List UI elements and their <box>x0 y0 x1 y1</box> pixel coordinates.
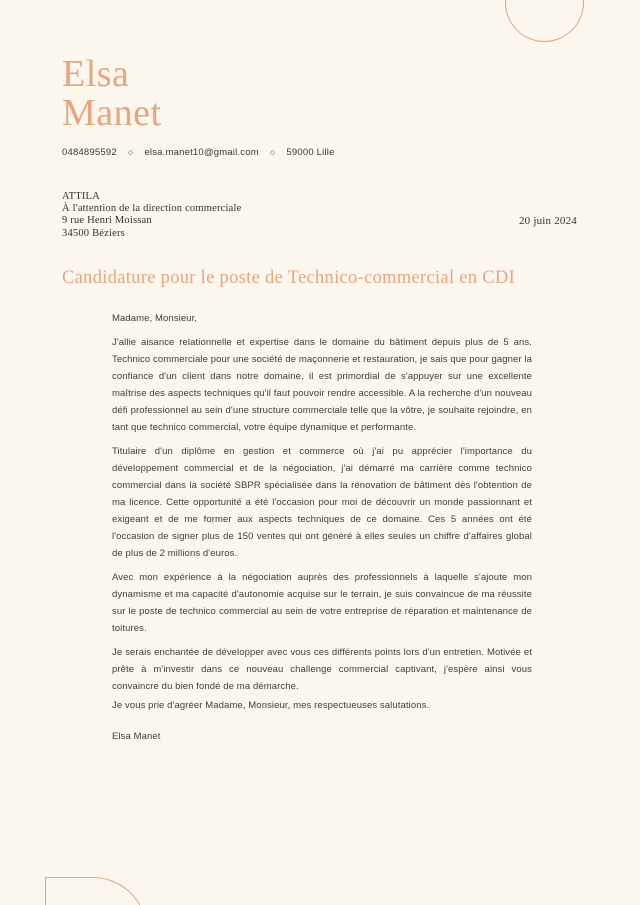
diamond-separator-icon: ◇ <box>127 149 134 156</box>
body-paragraph: Je serais enchantée de développer avec vous ces différents points lors d'un entretien. Motivée et prête à m'investir dans ce nouveau challenge commercial captivant, j'espère ainsi vous convaincre du bien fondé de ma démarche. <box>112 647 532 692</box>
letter-subject: Candidature pour le poste de Technico-commercial en CDI <box>62 268 516 288</box>
decorative-circle <box>505 0 584 42</box>
body-paragraph: J'allie aisance relationnelle et expertise dans le domaine du bâtiment depuis plus de 5 ans. Technico commerciale pour une société de maçonnerie et restauration, je sais que pour gagner la confiance d'un client dans notre domaine, il est primordial de s'appuyer sur une excellente maîtrise des aspects techniques qu'il faut pouvoir rendre accessible. A la recherche d'un nouveau défi professionnel au sein d'une structure commerciale telle que la vôtre, je souhaite rejoindre, en tant que technico commercial, votre équipe dynamique et performante. <box>112 337 532 433</box>
sender-location: 59000 Lille <box>286 147 335 158</box>
sender-last-name: Manet <box>62 92 162 134</box>
decorative-arch <box>45 877 147 905</box>
recipient-block <box>62 191 241 240</box>
phone-number: 0484895592 <box>62 147 117 158</box>
letter-body <box>112 310 532 745</box>
sender-name <box>62 55 162 133</box>
diamond-separator-icon: ◇ <box>269 149 276 156</box>
recipient-attention-line: À l'attention de la direction commerciale <box>62 203 242 215</box>
salutation: Madame, Monsieur, <box>112 313 198 324</box>
recipient-street: 9 rue Henri Moissan <box>62 215 152 227</box>
recipient-city: 34500 Béziers <box>62 227 125 239</box>
contact-line <box>62 147 335 158</box>
email-address: elsa.manet10@gmail.com <box>144 147 259 158</box>
closing-line: Je vous prie d'agréer Madame, Monsieur, mes respectueuses salutations. <box>112 700 430 711</box>
signature: Elsa Manet <box>112 731 161 742</box>
sender-first-name: Elsa <box>62 53 130 95</box>
recipient-company: ATTILA <box>62 191 100 202</box>
letter-date: 20 juin 2024 <box>518 215 577 227</box>
body-paragraph: Avec mon expérience à la négociation auprès des professionnels à laquelle s'ajoute mon dynamisme et ma capacité d'autonomie acquise sur le terrain, je suis convaincue de ma réussite sur le poste de technico commercial au sein de votre entreprise de réparation et maintenance de toitures. <box>112 572 532 634</box>
body-paragraph: Titulaire d'un diplôme en gestion et commerce où j'ai pu apprécier l'importance du développement commercial et de la négociation, j'ai démarré ma carrière comme technico commercial dans la société SBPR spécialisée dans la rénovation de bâtiment dès l'obtention de ma licence. Cette opportunité a été l'occasion pour moi de découvrir un monde passionnant et exigeant et de me former aux aspects techniques de ce domaine. Ces 5 années ont été l'occasion de signer plus de 150 ventes qui ont généré à elles seules un chiffre d'affaires global de plus de 2 millions d'euros. <box>112 446 532 559</box>
